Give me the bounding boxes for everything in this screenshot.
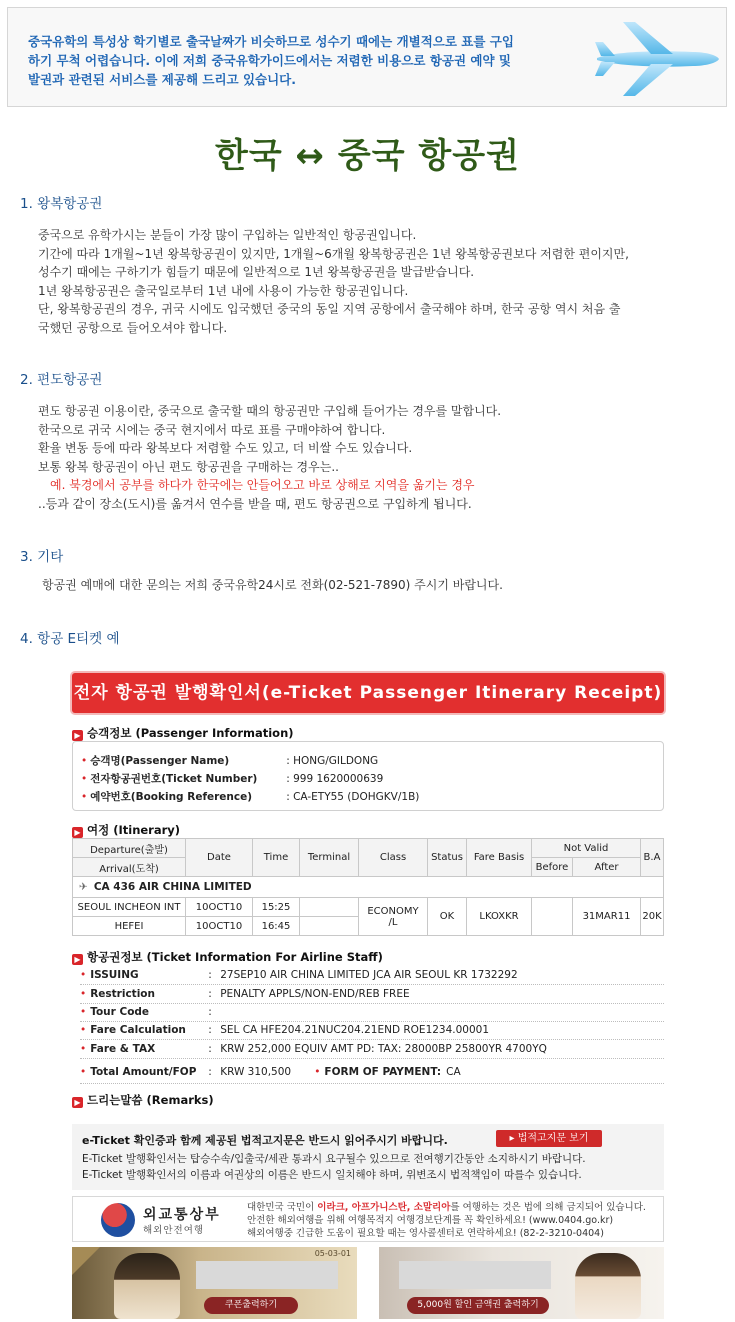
total-row: • Total Amount/FOP : KRW 310,500 • FORM OF PAYMENT: CA <box>80 1061 664 1084</box>
passenger-label: 예약번호(Booking Reference) <box>90 791 253 803</box>
body-line: 성수기 때에는 구하기가 힘들기 때문에 일반적으로 1년 왕복항공권을 발급받습니다. <box>38 265 475 279</box>
ad-banner-right[interactable] <box>379 1247 664 1319</box>
person-photo <box>114 1253 180 1319</box>
airplane-icon <box>593 18 721 104</box>
body-line: 중국으로 유학가시는 분들이 가장 많이 구입하는 일반적인 항공권입니다. <box>38 228 417 242</box>
mofat-line: 안전한 해외여행을 위해 여행목적지 여행경보단계를 꼭 확인하세요! (www.0404.go.kr) <box>247 1215 614 1226</box>
passenger-value: : HONG/GILDONG <box>286 755 379 767</box>
dep-date: 10OCT10 <box>186 898 253 917</box>
arr-date: 10OCT10 <box>186 917 253 936</box>
coupon-print-button[interactable]: 쿠폰출력하기 <box>204 1297 298 1314</box>
section-body <box>38 402 710 513</box>
intro-box <box>7 7 727 107</box>
section-heading: 3. 기타 <box>20 549 64 565</box>
col-not-valid: Not Valid <box>532 839 641 858</box>
passenger-row: • 전자항공권번호(Ticket Number) : 999 1620000639 <box>81 773 384 785</box>
body-line: 보통 왕복 항공권이 아닌 편도 항공권을 구매하는 경우는.. <box>38 459 339 474</box>
page-title: 한국 ↔ 중국 항공권 <box>215 136 520 176</box>
class-line: /L <box>388 916 398 928</box>
col-departure: Departure(출발) <box>73 839 186 858</box>
plane-icon: ✈ <box>79 881 88 893</box>
legal-notice <box>72 1124 664 1190</box>
body-line: 편도 항공권 이용이란, 중국으로 출국할 때의 항공권만 구입해 들어가는 경우를 말합니다. <box>38 404 502 418</box>
before-cell <box>532 898 573 936</box>
legal-notice-button-label: 법적고지문 보기 <box>517 1133 589 1144</box>
after-cell: 31MAR11 <box>573 898 641 936</box>
eticket-banner: 전자 항공권 발행확인서(e-Ticket Passenger Itinerary Receipt) <box>72 673 664 713</box>
passenger-value: : 999 1620000639 <box>286 773 384 785</box>
total-value: KRW 310,500 <box>220 1066 292 1078</box>
col-arrival: Arrival(도착) <box>73 858 186 877</box>
body-line: 기간에 따라 1개월~1년 왕복항공권이 있지만, 1개월~6개월 왕복항공권은 1년 왕복항공권보다 저렴한 편이지만, <box>38 246 629 261</box>
col-terminal: Terminal <box>300 839 359 877</box>
fare-row: • Restriction : PENALTY APPLS/NON-END/REB FREE <box>80 985 664 1004</box>
fare-value: PENALTY APPLS/NON-END/REB FREE <box>220 988 410 1000</box>
col-after: After <box>573 858 641 877</box>
discount-print-button[interactable]: 5,000원 할인 금액권 출력하기 <box>407 1297 549 1314</box>
corner-ribbon <box>72 1247 100 1275</box>
person-photo <box>575 1253 641 1319</box>
fare-row: • Fare Calculation : SEL CA HFE204.21NUC204.21END ROE1234.00001 <box>80 1021 664 1040</box>
body-line: 국했던 공항으로 들어오셔야 합니다. <box>38 320 228 335</box>
flight-row <box>73 877 664 898</box>
section-heading: 4. 항공 E티켓 예 <box>20 631 120 647</box>
passenger-box <box>72 741 664 811</box>
body-line: 환율 변동 등에 따라 왕복보다 저렴할 수도 있고, 더 비쌀 수도 있습니다. <box>38 441 413 455</box>
fare-row: • Fare & TAX : KRW 252,000 EQUIV AMT PD: TAX: 28000BP 25800YR 4700YQ <box>80 1040 664 1059</box>
dep-city: SEOUL INCHEON INT <box>73 898 186 917</box>
notice-title: e-Ticket 확인증과 함께 제공된 법적고지문은 반드시 읽어주시기 바랍니다. <box>82 1134 448 1147</box>
fare-label: Restriction <box>90 988 155 1000</box>
col-before: Before <box>532 858 573 877</box>
mofat-text <box>247 1201 646 1240</box>
bullet-icon: ▶ <box>72 730 83 741</box>
mofat-logo-sub: 해외안전여행 <box>143 1225 205 1236</box>
mofat-banner[interactable] <box>72 1196 664 1242</box>
flight-number: CA 436 AIR CHINA LIMITED <box>93 881 252 893</box>
arr-terminal <box>300 917 359 936</box>
passenger-row: • 예약번호(Booking Reference) : CA-ETY55 (DOHGKV/1B) <box>81 791 420 803</box>
remarks-heading <box>72 1092 214 1108</box>
mofat-logo-icon <box>101 1203 135 1237</box>
itinerary-table <box>72 838 664 936</box>
col-time: Time <box>253 839 300 877</box>
passenger-row: • 승객명(Passenger Name) : HONG/GILDONG <box>81 755 379 767</box>
total-label: Total Amount/FOP <box>90 1066 197 1078</box>
mofat-line-red: 이라크, 아프가니스탄, 소말리아 <box>317 1202 451 1213</box>
ba-cell: 20K <box>641 898 664 936</box>
fare-label: ISSUING <box>90 969 139 981</box>
intro-text <box>28 32 573 89</box>
section-body <box>38 226 710 337</box>
fare-row: • ISSUING : 27SEP10 AIR CHINA LIMITED JCA AIR SEOUL KR 1732292 <box>80 966 664 985</box>
fare-row: • Tour Code : <box>80 1003 664 1022</box>
fare-label: Fare & TAX <box>90 1043 156 1055</box>
itinerary-heading <box>72 822 180 838</box>
col-date: Date <box>186 839 253 877</box>
ad-date: 05-03-01 <box>314 1249 351 1258</box>
notice-body <box>82 1151 586 1183</box>
bullet-icon: ▶ <box>72 827 83 838</box>
col-ba: B.A <box>641 839 664 877</box>
body-line: 항공권 예매에 대한 문의는 저희 중국유학24시로 전화(02-521-7890) 주시기 바랍니다. <box>42 578 503 592</box>
fop-label: FORM OF PAYMENT: <box>324 1066 442 1078</box>
fare-label: Tour Code <box>90 1006 150 1018</box>
dep-terminal <box>300 898 359 917</box>
section-body <box>42 576 714 595</box>
section-heading: 2. 편도항공권 <box>20 372 103 388</box>
ad-placeholder <box>399 1261 551 1289</box>
col-class: Class <box>359 839 428 877</box>
passenger-value: : CA-ETY55 (DOHGKV/1B) <box>286 791 420 803</box>
fare-value: 27SEP10 AIR CHINA LIMITED JCA AIR SEOUL KR 1732292 <box>220 969 518 981</box>
airline-info-heading-text: 항공권정보 (Ticket Information For Airline Staff) <box>87 950 383 964</box>
passenger-heading-text: 승객정보 (Passenger Information) <box>87 726 294 740</box>
example-line: 예. 북경에서 공부를 하다가 한국에는 안들어오고 바로 상해로 지역을 옮기는 경우 <box>50 478 475 492</box>
bullet-icon: ▶ <box>72 954 83 965</box>
mofat-logo-text: 외교통상부 <box>143 1207 221 1223</box>
fop-value: CA <box>446 1066 461 1078</box>
bullet-icon: ▶ <box>72 1097 83 1108</box>
notice-line: E-Ticket 발행확인서의 이름과 여권상의 이름은 반드시 일치해야 하며, 위변조시 법적책임이 따를수 있습니다. <box>82 1169 582 1181</box>
airline-info-heading <box>72 949 383 965</box>
legal-notice-button[interactable] <box>496 1130 602 1147</box>
fare-value: KRW 252,000 EQUIV AMT PD: TAX: 28000BP 25800YR 4700YQ <box>220 1043 547 1055</box>
arrow-icon: ▸ <box>509 1133 518 1144</box>
passenger-label: 전자항공권번호(Ticket Number) <box>90 773 258 785</box>
class-line: ECONOMY <box>367 905 419 917</box>
body-line: ..등과 같이 장소(도시)를 옮겨서 연수를 받을 때, 편도 항공권으로 구입하게 됩니다. <box>38 496 472 511</box>
remarks-heading-text: 드리는말씀 (Remarks) <box>87 1093 214 1107</box>
fare-basis-cell: LKOXKR <box>467 898 532 936</box>
arr-time: 16:45 <box>253 917 300 936</box>
section-heading: 1. 왕복항공권 <box>20 196 103 212</box>
mofat-line: 해외여행중 긴급한 도움이 필요할 때는 영사콜센터로 연락하세요! (82-2-3210-0404) <box>247 1228 604 1239</box>
intro-line: 중국유학의 특성상 학기별로 출국날짜가 비슷하므로 성수기 때에는 개별적으로 표를 구입 <box>28 34 514 49</box>
notice-line: E-Ticket 발행확인서는 탑승수속/입출국/세관 통과시 요구될수 있으므로 전여행기간동안 소지하시기 바랍니다. <box>82 1153 586 1165</box>
status-cell: OK <box>428 898 467 936</box>
intro-line: 하기 무척 어렵습니다. 이에 저희 중국유학가이드에서는 저렴한 비용으로 항공권 예약 및 <box>28 53 511 68</box>
col-status: Status <box>428 839 467 877</box>
ad-banner-left[interactable] <box>72 1247 357 1319</box>
passenger-label: 승객명(Passenger Name) <box>90 755 230 767</box>
mofat-line <box>247 1201 646 1214</box>
ad-placeholder <box>196 1261 338 1289</box>
mofat-line-pre: 대한민국 국민이 <box>247 1202 318 1213</box>
arr-city: HEFEI <box>73 917 186 936</box>
intro-line: 발권과 관련된 서비스를 제공해 드리고 있습니다. <box>28 72 297 87</box>
itinerary-heading-text: 여정 (Itinerary) <box>87 823 181 837</box>
body-line: 한국으로 귀국 시에는 중국 현지에서 따로 표를 구매야하여 합니다. <box>38 422 386 437</box>
body-line: 1년 왕복항공권은 출국일로부터 1년 내에 사용이 가능한 항공권입니다. <box>38 283 409 298</box>
dep-time: 15:25 <box>253 898 300 917</box>
passenger-heading <box>72 725 294 741</box>
mofat-line-post: 를 여행하는 것은 법에 의해 금지되어 있습니다. <box>450 1202 646 1213</box>
col-fare-basis: Fare Basis <box>467 839 532 877</box>
fare-value: SEL CA HFE204.21NUC204.21END ROE1234.00001 <box>220 1024 490 1036</box>
class-cell <box>359 898 428 936</box>
fare-label: Fare Calculation <box>90 1024 186 1036</box>
body-line: 단, 왕복항공권의 경우, 귀국 시에도 입국했던 중국의 동일 지역 공항에서 출국해야 하며, 한국 공항 역시 처음 출 <box>38 302 621 316</box>
